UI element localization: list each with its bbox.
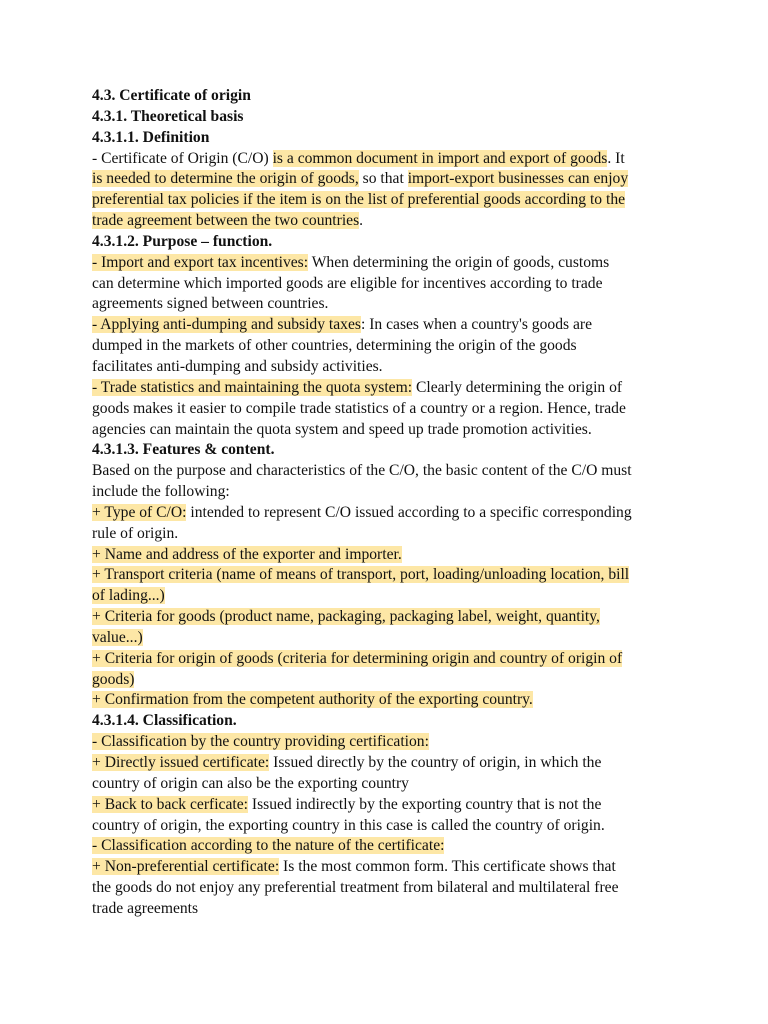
body-text: dumped in the markets of other countries, determining the origin of the goods	[92, 337, 577, 355]
body-text: : In cases when a country's goods are	[360, 316, 592, 334]
highlighted-text: import-export businesses can enjoy	[407, 170, 629, 188]
feature-item-name-address	[92, 545, 692, 566]
body-text: trade agreements	[92, 899, 199, 917]
feature-item-confirmation	[92, 690, 692, 711]
feature-item-type	[92, 503, 692, 545]
highlighted-label: - Import and export tax incentives:	[92, 253, 309, 271]
body-text: agreements signed between countries.	[92, 295, 329, 313]
features-intro	[92, 461, 692, 503]
highlighted-text: - Classification by the country providing certification:	[92, 733, 429, 751]
highlighted-label: + Type of C/O:	[92, 503, 187, 521]
section-heading: 4.3. Certificate of origin	[92, 87, 251, 104]
definition-text: .	[359, 212, 364, 230]
body-text: country of origin can also be the exporting country	[92, 774, 409, 792]
definition-text: . It	[607, 149, 625, 167]
document-page	[92, 86, 692, 920]
highlighted-text: + Confirmation from the competent authority of the exporting country.	[92, 691, 533, 709]
body-text: the goods do not enjoy any preferential treatment from bilateral and multilateral free	[92, 879, 619, 897]
body-text: Based on the purpose and characteristics of the C/O, the basic content of the C/O must	[92, 462, 632, 480]
highlighted-label: + Non-preferential certificate:	[92, 858, 280, 876]
body-text: Clearly determining the origin of	[412, 378, 623, 396]
body-text: intended to represent C/O issued according to a specific corresponding	[186, 503, 632, 521]
highlighted-text: + Criteria for origin of goods (criteria for determining origin and country of origin of	[92, 649, 623, 667]
definition-heading: 4.3.1.1. Definition	[92, 128, 210, 146]
classification-item-back-to-back	[92, 795, 692, 837]
feature-item-goods	[92, 607, 692, 649]
highlighted-text: - Classification according to the nature of the certificate:	[92, 837, 445, 855]
subsection-heading: 4.3.1. Theoretical basis	[92, 107, 244, 125]
classification-item-direct	[92, 753, 692, 795]
highlighted-text: of lading...)	[92, 587, 165, 605]
highlighted-text: preferential tax policies if the item is on the list of preferential goods according to the	[92, 191, 626, 209]
body-text: can determine which imported goods are eligible for incentives according to trade	[92, 274, 603, 292]
body-text: Issued directly by the country of origin, in which the	[269, 754, 602, 771]
highlighted-label: - Applying anti-dumping and subsidy taxes	[92, 316, 361, 334]
body-text: Issued indirectly by the exporting country that is not the	[247, 795, 602, 813]
highlighted-text: goods)	[92, 670, 135, 688]
body-text: When determining the origin of goods, customs	[308, 253, 610, 271]
highlighted-text: + Criteria for goods (product name, packaging, packaging label, weight, quantity,	[92, 608, 600, 626]
body-text: facilitates anti-dumping and subsidy activities.	[92, 357, 383, 375]
highlighted-label: + Back to back cerficate:	[92, 795, 248, 813]
classification-item-non-preferential	[92, 857, 692, 920]
highlighted-text: + Transport criteria (name of means of transport, port, loading/unloading location, bill	[92, 566, 630, 584]
body-text: rule of origin.	[92, 524, 179, 542]
highlighted-text: is needed to determine the origin of goods,	[92, 170, 359, 188]
definition-text: so that	[358, 170, 408, 188]
purpose-item-trade-statistics	[92, 378, 692, 441]
purpose-item-anti-dumping	[92, 315, 692, 378]
highlighted-text: value...)	[92, 628, 143, 646]
body-text: Is the most common form. This certificate shows that	[279, 858, 616, 876]
highlighted-text: + Name and address of the exporter and importer.	[92, 545, 402, 563]
body-text: agencies can maintain the quota system and speed up trade promotion activities.	[92, 420, 592, 438]
purpose-item-tax-incentives	[92, 253, 692, 316]
highlighted-text: is a common document in import and export of goods	[272, 149, 608, 167]
body-text: include the following:	[92, 483, 230, 501]
definition-text: - Certificate of Origin (C/O)	[92, 149, 273, 167]
highlighted-label: - Trade statistics and maintaining the quota system:	[92, 378, 413, 396]
highlighted-text: trade agreement between the two countries	[92, 212, 360, 230]
feature-item-transport	[92, 565, 692, 607]
purpose-heading: 4.3.1.2. Purpose – function.	[92, 232, 273, 250]
body-text: goods makes it easier to compile trade statistics of a country or a region. Hence, trade	[92, 399, 626, 417]
body-text: country of origin, the exporting country in this case is called the country of origin.	[92, 816, 605, 834]
features-heading: 4.3.1.3. Features & content.	[92, 441, 275, 459]
feature-item-origin	[92, 649, 692, 691]
definition-paragraph	[92, 149, 692, 232]
highlighted-label: + Directly issued certificate:	[92, 754, 270, 771]
classification-heading: 4.3.1.4. Classification.	[92, 712, 237, 730]
